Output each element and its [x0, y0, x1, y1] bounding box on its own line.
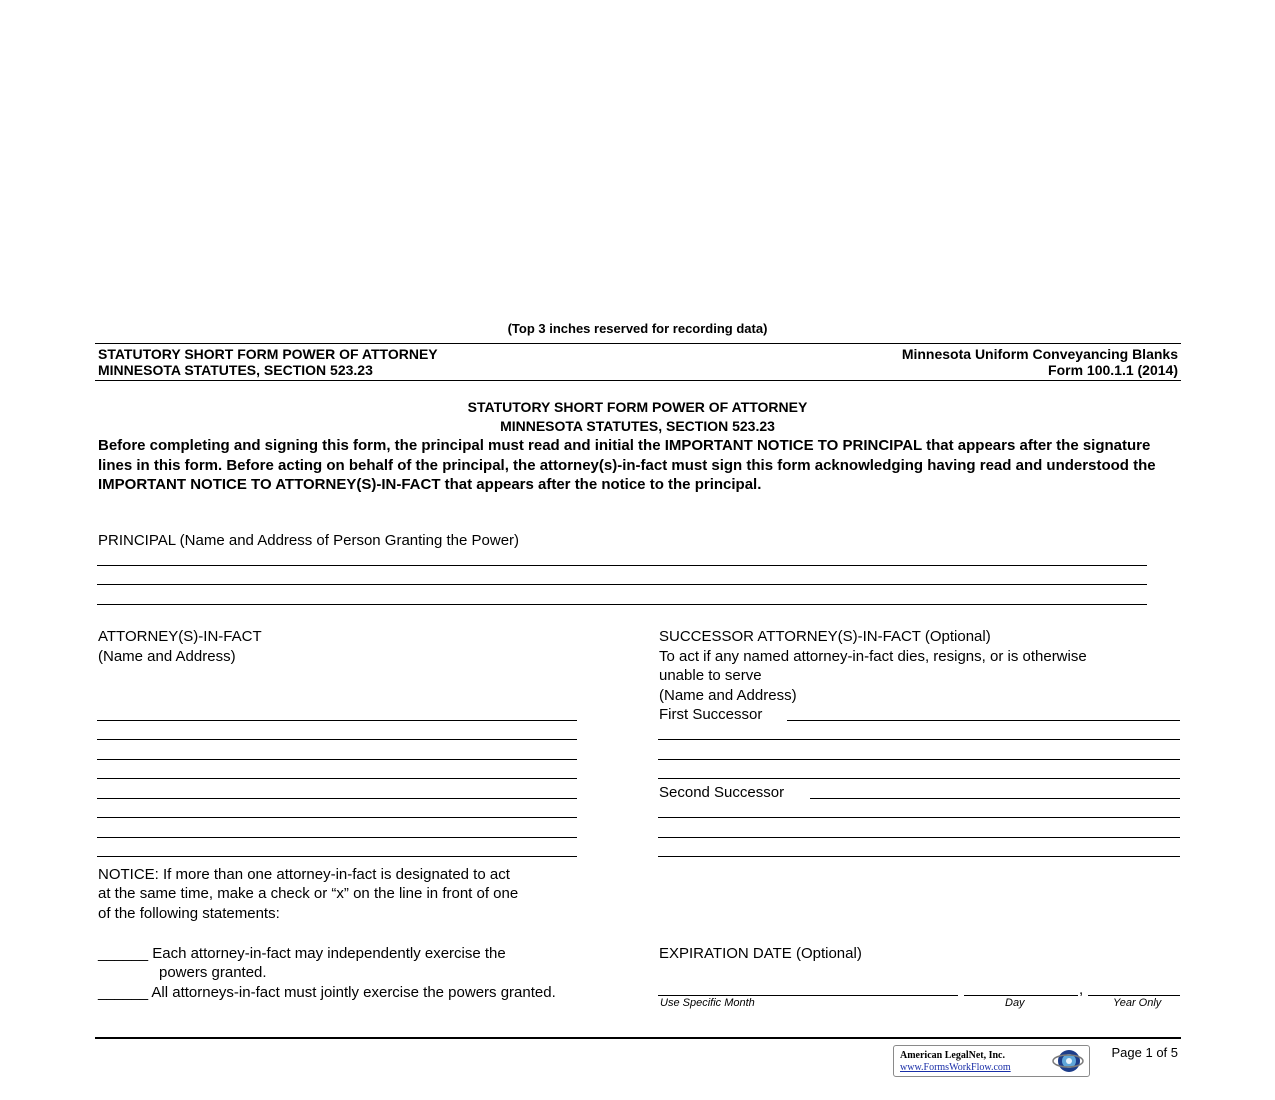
- principal-line-1[interactable]: [97, 565, 1147, 566]
- attorney-label: ATTORNEY(S)-IN-FACT: [98, 628, 262, 645]
- successor-sublabel: (Name and Address): [659, 687, 797, 704]
- second-successor-label: Second Successor: [659, 784, 785, 801]
- page-number: Page 1 of 5: [1111, 1045, 1178, 1060]
- first-successor-line-4[interactable]: [658, 778, 1180, 779]
- option-independent[interactable]: ______ Each attorney-in-fact may independently exercise the: [98, 945, 506, 962]
- first-successor-line-2[interactable]: [658, 739, 1180, 740]
- year-hint: Year Only: [1113, 997, 1162, 1009]
- attorney-line-8[interactable]: [97, 856, 577, 857]
- first-successor-line-3[interactable]: [658, 759, 1180, 760]
- second-successor-line-1[interactable]: [810, 798, 1180, 799]
- attorney-line-3[interactable]: [97, 759, 577, 760]
- expiration-year-line[interactable]: [1088, 995, 1180, 996]
- expiration-month-line[interactable]: [658, 995, 958, 996]
- attorney-line-1[interactable]: [97, 720, 577, 721]
- principal-line-2[interactable]: [97, 584, 1147, 585]
- option-jointly[interactable]: ______ All attorneys-in-fact must jointly exercise the powers granted.: [98, 984, 556, 1001]
- second-successor-line-3[interactable]: [658, 837, 1180, 838]
- first-successor-label: First Successor: [659, 706, 763, 723]
- successor-label: SUCCESSOR ATTORNEY(S)-IN-FACT (Optional): [659, 628, 991, 645]
- attorney-line-7[interactable]: [97, 837, 577, 838]
- attorney-sublabel: (Name and Address): [98, 648, 236, 665]
- attorney-line-4[interactable]: [97, 778, 577, 779]
- page-subtitle: MINNESOTA STATUTES, SECTION 523.23: [500, 418, 775, 434]
- logo-url[interactable]: www.FormsWorkFlow.com: [900, 1062, 1011, 1073]
- footer-rule: [95, 1037, 1181, 1039]
- principal-line-3[interactable]: [97, 604, 1147, 605]
- expiration-comma: ,: [1079, 981, 1084, 998]
- globe-icon: [1051, 1048, 1085, 1074]
- successor-desc-1: To act if any named attorney-in-fact dies, resigns, or is otherwise: [659, 648, 1087, 665]
- attorney-line-5[interactable]: [97, 798, 577, 799]
- notice-line-2: at the same time, make a check or “x” on the line in front of one: [98, 885, 519, 902]
- first-successor-line-1[interactable]: [787, 720, 1180, 721]
- reserved-note: (Top 3 inches reserved for recording data): [507, 321, 768, 336]
- expiration-label: EXPIRATION DATE (Optional): [659, 945, 862, 962]
- notice-line-1: NOTICE: If more than one attorney-in-fact is designated to act: [98, 866, 510, 883]
- publisher-logo[interactable]: [893, 1045, 1090, 1077]
- month-hint: Use Specific Month: [660, 997, 755, 1009]
- option-independent-cont: powers granted.: [159, 964, 267, 981]
- header-bottom-rule: [95, 380, 1181, 381]
- second-successor-line-2[interactable]: [658, 817, 1180, 818]
- attorney-line-2[interactable]: [97, 739, 577, 740]
- header-series: Minnesota Uniform Conveyancing Blanks: [901, 346, 1178, 362]
- day-hint: Day: [1005, 997, 1025, 1009]
- successor-desc-2: unable to serve: [659, 667, 762, 684]
- header-form-number: Form 100.1.1 (2014): [1048, 362, 1178, 378]
- header-form-name: STATUTORY SHORT FORM POWER OF ATTORNEY: [98, 346, 438, 362]
- header-top-rule: [95, 343, 1181, 344]
- expiration-day-line[interactable]: [964, 995, 1078, 996]
- intro-paragraph: Before completing and signing this form, the principal must read and initial the IMPORTANT NOTICE TO PRINCIPAL that appears after the signature lines in this form. Before acting on behalf of the principal, the attorney(s)-in-fact must sign this form acknowledging having read and understood the IMPORTANT NOTICE TO ATTORNEY(S)-IN-FACT that appears after the notice to the principal.: [98, 437, 1156, 494]
- page-title: STATUTORY SHORT FORM POWER OF ATTORNEY: [467, 399, 808, 415]
- principal-label: PRINCIPAL (Name and Address of Person Granting the Power): [98, 532, 520, 549]
- notice-line-3: of the following statements:: [98, 905, 280, 922]
- second-successor-line-4[interactable]: [658, 856, 1180, 857]
- logo-name: American LegalNet, Inc.: [900, 1050, 1005, 1061]
- attorney-line-6[interactable]: [97, 817, 577, 818]
- header-statute: MINNESOTA STATUTES, SECTION 523.23: [98, 362, 373, 378]
